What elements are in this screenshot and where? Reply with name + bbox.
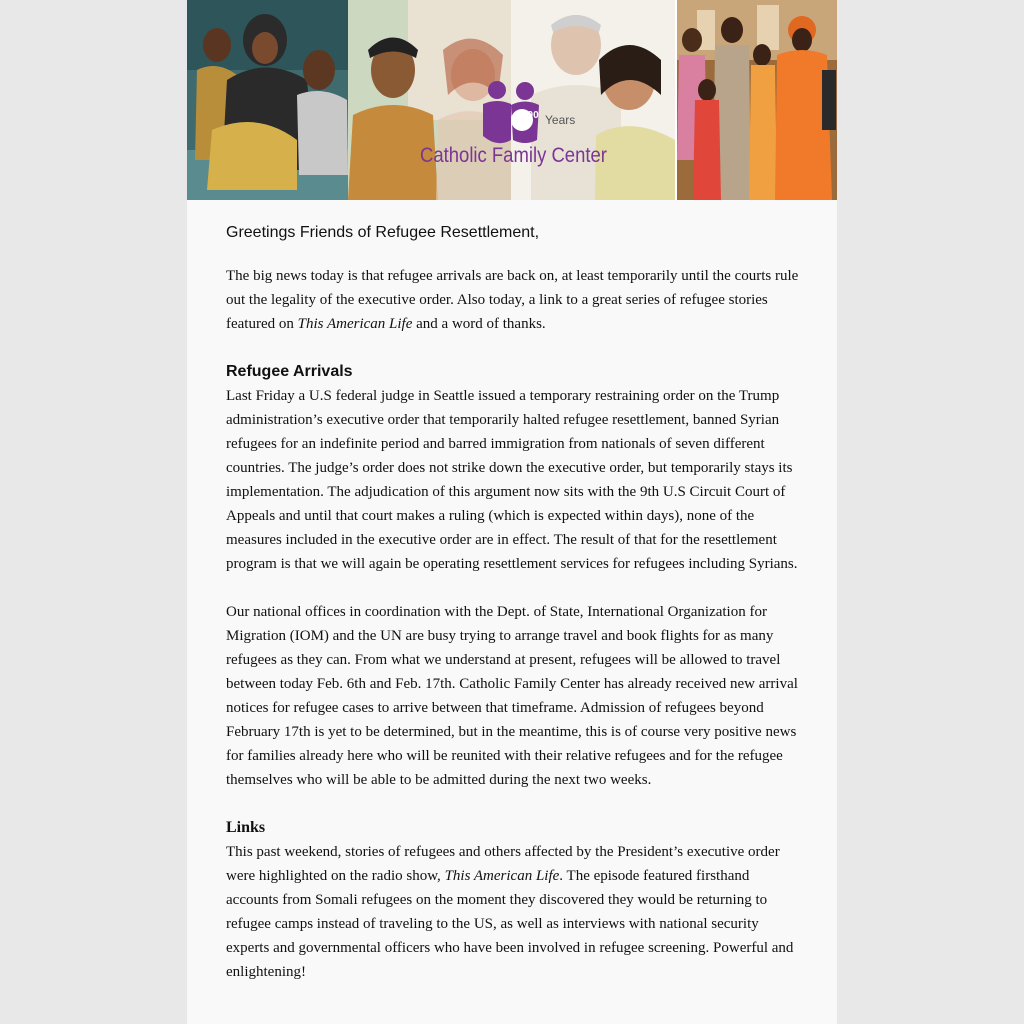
email-content [226, 222, 801, 1008]
section-heading-refugee-arrivals: Refugee Arrivals [226, 363, 353, 380]
arrivals-paragraph-1: Last Friday a U.S federal judge in Seattle issued a temporary restraining order on the Trump administration’s executive order that temporarily halted refugee resettlement, banned Syrian refugees for an indefinite period and barred immigration from nationals of seven different countries. The judge’s order does not strike down the executive order, but temporarily stays its implementation. The adjudication of this argument now sits with the 9th U.S Circuit Court of Appeals and until that court makes a ruling (which is expected within days), none of the measures included in the executive order are in effect. The result of that for the resettlement program is that we will again be operating resettlement services for refugees including Syrians. [226, 388, 798, 572]
intro-text-end: and a word of thanks. [412, 316, 546, 332]
logo-years-label: Years [545, 113, 576, 127]
intro-show-title: This American Life [297, 316, 413, 332]
links-text-start: This past weekend, stories of refugees and others affected by the President’s executive order were highlighted on the radio show, [226, 844, 780, 884]
logo-organization-name: Catholic Family Center [420, 144, 607, 167]
intro-paragraph [226, 264, 801, 336]
email-body [187, 0, 837, 1024]
logo-years-number: 100 [522, 110, 539, 121]
organization-logo [417, 78, 617, 178]
links-text-end: . The episode featured firsthand accounts from Somali refugees on the moment they discovered they would be returning to refugee camps instead of traveling to the US, as well as interviews with national security experts and governmental officers who have been involved in refugee screening. Powerful and enlightening! [226, 868, 794, 980]
links-paragraph [226, 840, 801, 984]
greeting: Greetings Friends of Refugee Resettlement, [226, 224, 540, 241]
intro-text-start: The big news today is that refugee arrivals are back on, at least temporarily until the courts rule out the legality of the executive order. Also today, a link to a great series of refugee stories featured on [226, 268, 799, 332]
arrivals-paragraph-2: Our national offices in coordination with the Dept. of State, International Organization for Migration (IOM) and the UN are busy trying to arrange travel and book flights for as many refugees as they can. From what we understand at present, refugees will be allowed to travel between today Feb. 6th and Feb. 17th. Catholic Family Center has already received new arrival notices for refugee cases to arrive between that timeframe. Admission of refugees beyond February 17th is yet to be determined, but in the meantime, this is of course very positive news for families already here who will be reunited with their relative refugees and for the refugee themselves who will be able to be admitted during the next two weeks. [226, 604, 798, 788]
banner-photo-group [677, 0, 837, 200]
section-heading-links: Links [226, 819, 266, 836]
header-banner [187, 0, 837, 200]
links-show-title: This American Life [444, 868, 560, 884]
banner-photo-mother-children [187, 0, 348, 200]
